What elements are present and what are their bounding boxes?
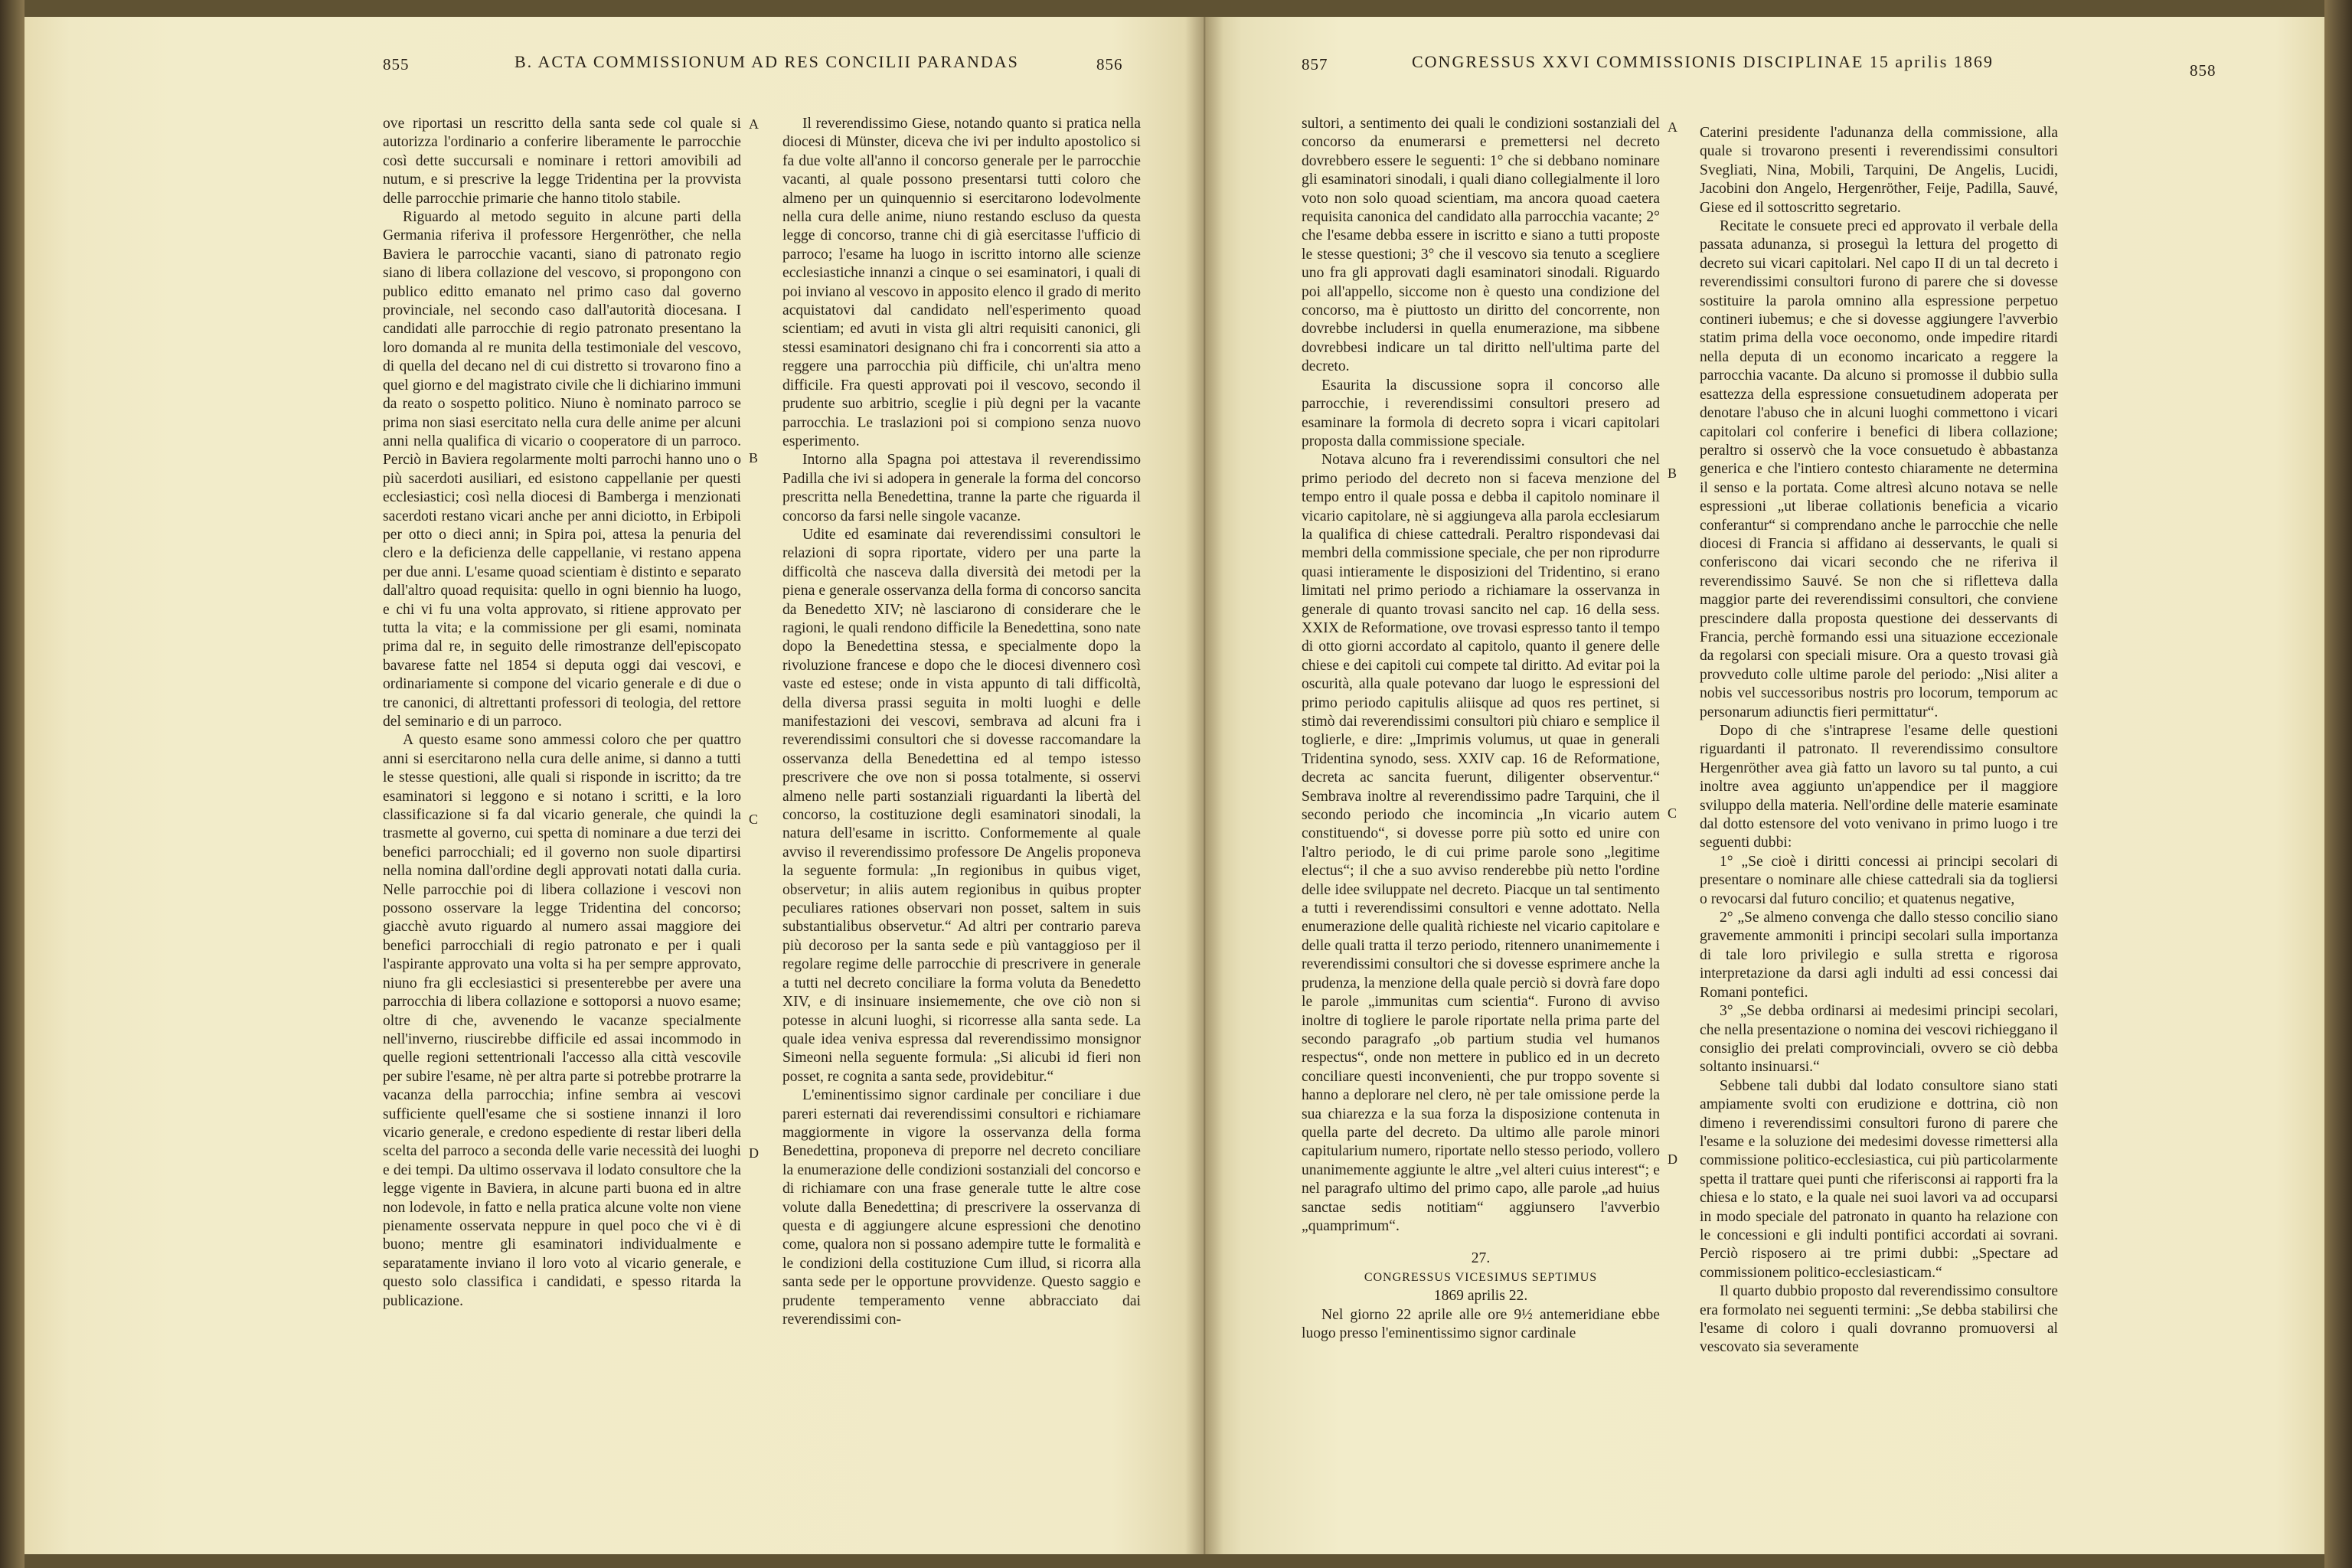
right-page — [1204, 17, 2324, 1554]
left-page — [24, 17, 1204, 1554]
paragraph: ove riportasi un rescritto della santa sede col quale si autorizza l'ordinario a conferire liberamente le parrocchie così dette succursali e nominare i rettori amovibili ad nutum, e si prescrive la legge Tridentina per la provvista delle parrocchie primarie che hanno titolo stabile. — [383, 116, 741, 207]
text-column-right-1 — [1302, 115, 1660, 1343]
running-title: B. ACTA COMMISSIONUM AD RES CONCILII PARANDAS — [514, 52, 1019, 71]
paragraph: 2° „Se almeno convenga che dallo stesso concilio siano gravemente ammoniti i principi secolari sulla importanza di tale loro privilegio e sulla stretta e rigorosa interpretazione da darsi agli indulti ad essi concessi dai Romani pontefici. — [1700, 910, 2058, 1001]
left-page-header — [24, 52, 1204, 86]
right-page-header — [1204, 52, 2324, 86]
page-number: 855 — [383, 55, 410, 74]
paragraph: Notava alcuno fra i reverendissimi consultori che nel primo periodo del decreto non si faceva menzione del tempo entro il quale possa e debba il capitolo nominare il vicario capitolare, nè si aggiungeva alla parola ecclesiarum la qualifica di chiese cattedrali. Peraltro rispondevasi dai membri della commissione speciale, che per non riprodurre quasi intieramente le disposizioni del Tridentino, si erano limitati nel primo periodo a richiamare la osservanza in generale di quanto trovasi sancito nel cap. 16 della sess. XXIX de Reformatione, ove trovasi espresso tanto il tempo di otto giorni accordato al capitolo, quanto il genere delle chiese e dei capitoli cui compete tal diritto. Ad evitar poi la oscurità, alla quale potevano dar luogo le espressioni del primo periodo capitulis aliisque ad quos res pertinet, si stimò dai reverendissimi consultori più chiaro e semplice il toglierle, e dire: „Imprimis volumus, ut quae in generali Tridentina synodo, sess. XXIV cap. 16 de Reformatione, decreta ac sancita fuerunt, diligenter observentur.“ Sembrava inoltre al reverendissimo padre Tarquini, che il secondo periodo che incomincia „In vicario autem constituendo“, si dovesse porre più sotto ed unire con l'altro periodo, le di cui prime parole sono „legitime electus“; il che a suo avviso renderebbe più netto l'ordine delle idee sviluppate nel decreto. Piacque un tal sentimento a tutti i reverendissimi consultori e venne adottato. Nella enumerazione delle qualità richieste nel vicario capitolare e delle quali tratta il terzo periodo, ritennero unanimemente i reverendissimi consultori che si dovesse esprimere anche la prudenza, la menzione della quale perciò si dovrà fare dopo le parole „immunitas cum scientia“. Furono di avviso inoltre di togliere le parole riportate nella prima parte del secondo paragrafo „ob partium studia vel humanos respectus“, onde non mettere in publico ed in un decreto conciliare questi inconvenienti, che pur troppo sovente si hanno a deplorare nel clero, nè per tale omissione perde la sua chiarezza e la sua forza la disposizione contenuta in quella parte del decreto. Da ultimo alle parole minori capitularium numero, riportate nello stesso periodo, vollero unanimemente aggiunte le altre „vel alteri cuius interest“; e nel paragrafo ultimo del primo capo, alle parole „ad huius sanctae sedis notitiam“ aggiunsero l'avverbio „quamprimum“. — [1302, 452, 1660, 1234]
paragraph: Caterini presidente l'adunanza della commissione, alla quale si trovarono presenti i reverendissimi consultori Svegliati, Nina, Mobili, Tarquini, De Angelis, Lucidi, Jacobini don Angelo, Hergenröther, Feije, Padilla, Sauvé, Giese ed il sottoscritto segretario. — [1700, 125, 2058, 216]
paragraph: A questo esame sono ammessi coloro che per quattro anni si esercitarono nella cura delle anime, si danno a tutti le stesse questioni, alle quali si risponde in iscritto; da tre esaminatori si leggono e si notano i scritti, e la loro classificazione si fa dal vicario generale, che quindi la trasmette al governo, cui spetta di nominare a due terzi dei benefici parrocchiali; ed il governo non suole dipartirsi nella nomina dall'ordine degli approvati notati dalla curia. Nelle parrocchie poi di libera collazione i vescovi non possono osservare la legge Tridentina del concorso; giacchè avuto riguardo al numero assai maggiore dei benefici parrocchiali di regio patronato e per i quali l'aspirante approvato una volta si ha per sempre approvato, niuno fra gli ecclesiastici si presenterebbe per avere una parrocchia di libera collazione e sottoporsi a nuovo esame; oltre di che, avvenendo le vacanze specialmente nell'inverno, riuscirebbe difficile ed assai incommodo in quelle regioni settentrionali l'accesso alla città vescovile per subire l'esame, nè per altra parte si potrebbe protrarre la vacanza della parrocchia; infine sembra ai vescovi sufficiente quell'esame che si sostiene innanzi il loro vicario generale, e credono espediente di restar liberi della scelta del parroco a seconda delle varie necessità dei luoghi e dei tempi. Da ultimo osservava il lodato consultore che la legge vigente in Baviera, in alcune parti buona ed in altre non lodevole, in fatto e nella pratica alcune volte non viene pienamente osservata neppure in quel poco che vi è di buono; mentre gli esaminatori individualmente e separatamente inviano il loro voto al vicario generale, e questo solo classifica i candidati, e spesso ritarda la publicazione. — [383, 732, 741, 1309]
paragraph: Esaurita la discussione sopra il concorso alle parrocchie, i reverendissimi consultori presero ad esaminare la formola di decreto sopra i vicari capitolari proposta dalla commissione speciale. — [1302, 377, 1660, 449]
text-column-left-1 — [383, 115, 741, 1311]
section-number: 27. — [1471, 1250, 1491, 1267]
paragraph: 1° „Se cioè i diritti concessi ai principi secolari di presentare o nominare alle chiese cattedrali sia da togliersi o revocarsi dal futuro concilio; et quatenus negative, — [1700, 853, 2058, 907]
margin-letter: D — [749, 1145, 759, 1161]
page-number: 858 — [2190, 61, 2216, 80]
text-column-right-2 — [1700, 124, 2058, 1357]
paragraph: Il quarto dubbio proposto dal reverendissimo consultore era formolato nei seguenti termini: „Se debba stabilirsi che l'esame di coloro i quali dovranno promuoversi al vescovato sia severamente — [1700, 1283, 2058, 1356]
paragraph: L'eminentissimo signor cardinale per conciliare i due pareri esternati dai reverendissimi consultori e richiamare maggiormente in vigore la osservanza della forma Benedettina, proponeva di preporre nel decreto conciliare la enumerazione delle condizioni sostanziali del concorso e di richiamare con una frase generale tutte le altre cose volute dalla Benedettina; di prescrivere la osservanza di questa e di aggiungere alcune espressioni che denotino come, qualora non si possano adempire tutte le formalità e le condizioni della costituzione Cum illud, si ricorra alla santa sede per le opportune provvidenze. Questo saggio e prudente temperamento venne abbracciato dai reverendissimi con- — [782, 1087, 1141, 1328]
paragraph: Riguardo al metodo seguito in alcune parti della Germania riferiva il professore Hergenröther, che nella Baviera le parrocchie vacanti, siano di patronato regio siano di libera collazione del vescovo, si propongono con publico editto emanato nel primo caso dal governo provinciale, nel secondo caso dall'autorità diocesana. I candidati alle parrocchie di regio patronato presentano la loro domanda al re munita della testimoniale del vescovo, di quella del decano nel di cui distretto si trovarono fino a quel giorno e del magistrato civile che li dichiarino immuni da reato o sospetto politico. Niuno è nominato parroco se prima non siasi esercitato nella cura delle anime per alcuni anni nella qualifica di vicario o cooperatore di un parroco. Perciò in Baviera regolarmente molti parrochi hanno uno o più sacerdoti ausiliari, ed esistono cappellanie per questi ecclesiastici; così nella diocesi di Bamberga i menzionati sacerdoti restano vicari anche per anni diciotto, in Erbipoli per otto o dieci anni; in Spira poi, attesa la penuria del clero e la deficienza delle cappellanie, vi restano appena per due anni. L'esame quoad scientiam è distinto e separato dall'altro quoad requisita: quello in ogni biennio ha luogo, e chi vi fu una volta approvato, si ritiene approvato per tutta la vita; e la commissione per gli esami, nominata prima dal re, in seguito delle rimostranze dell'episcopato bavarese fatte nel 1854 si deputa oggi dai vescovi, e ordinariamente si compone del vicario generale e di due o tre canonici, di altrettanti professori di teologia, del rettore del seminario e di un parroco. — [383, 209, 741, 730]
paragraph: Il reverendissimo Giese, notando quanto si pratica nella diocesi di Münster, diceva che ivi per indulto apostolico si fa due volte all'anno il concorso generale per le parrocchie vacanti, al quale possono presentarsi tutti coloro che almeno per un quinquennio si esercitarono lodevolmente nella cura delle anime, niuno restando escluso da questa legge di concorso, tranne chi di già esercitasse l'ufficio di parroco; l'esame ha luogo in iscritto intorno alle scienze ecclesiastiche innanzi a cinque o sei esaminatori, i quali di poi inviano al vescovo in apposito elenco il grado di merito acquistatovi dal candidato nell'esperimento quoad scientiam; ed avuti in vista gli altri requisiti canonici, gli stessi esaminatori designano chi fra i concorrenti sia atto a reggere una parrocchia più difficile, chi un'altra meno difficile. Fra questi approvati poi il vescovo, secondo il prudente suo arbitrio, sceglie i più degni per la vacante parrocchia. Le traslazioni poi si compiono senza nuovo esperimento. — [782, 116, 1141, 449]
margin-letter: C — [749, 812, 759, 827]
text-column-left-2 — [782, 115, 1141, 1329]
paragraph: Nel giorno 22 aprile alle ore 9½ antemeridiane ebbe luogo presso l'eminentissimo signor cardinale — [1302, 1306, 1660, 1341]
paragraph: Dopo di che s'intraprese l'esame delle questioni riguardanti il patronato. Il reverendissimo consultore Hergenröther avea già fatto un lavoro su tal punto, a cui inoltre avea aggiunto un'appendice per il maggiore sviluppo della materia. Nell'ordine delle materie esaminate dal dotto estensore del voto venivano in primo luogo i tre seguenti dubbi: — [1700, 723, 2058, 851]
margin-letter: B — [1668, 466, 1677, 481]
section-title: CONGRESSUS VICESIMUS SEPTIMUS — [1364, 1270, 1598, 1284]
margin-letter: B — [749, 450, 759, 466]
section-date: 1869 aprilis 22. — [1433, 1288, 1528, 1305]
book-edge-right — [2324, 0, 2352, 1568]
paragraph: Intorno alla Spagna poi attestava il reverendissimo Padilla che ivi si adopera in generale la forma del concorso prescritta nella Benedettina, tranne la parte che riguarda il concorso da farsi nelle singole vacanze. — [782, 452, 1141, 524]
margin-letter: A — [1668, 119, 1677, 135]
margin-letter: A — [749, 116, 759, 132]
paragraph: Recitate le consuete preci ed approvato il verbale della passata adunanza, si proseguì la lettura del progetto di decreto sui vicari capitolari. Nel capo II di un tal decreto i reverendissimi consultori furono di parere che si dovesse sostituire la parola omnino alla espressione perpetuo contineri iubemus; e che si dovesse aggiungere l'avverbio statim prima della voce oeconomo, onde impedire ritardi nella deputa di un economo incaricato a reggere la parrocchia vacante. Da alcuno si promosse il dubbio sulla esattezza della espressione consuetudinem adoperata per denotare l'abuso che in alcuni luoghi commettono i vicari capitolari col conferire i benefici di libera collazione; peraltro si osservò che la voce consuetudo è abbastanza generica e che l'intiero contesto chiaramente ne determina il senso e la portata. Come altresì alcuno notava se nelle espressioni „ut liberae collationis beneficia a vicario conferantur“ si comprendano anche le parrocchie che nelle diocesi di Francia si affidano ai desservants, le quali si conferiscono dai vicari secondo che ne riferiva il reverendissimo Sauvé. Se non che si rifletteva dalla maggior parte dei reverendissimi consultori, che conviene prescindere dalla proposta questione dei desservants di Francia, perchè formando essi una situazione eccezionale da regolarsi con speciali misure. Ora a questo trovasi già provveduto colle ultime parole del periodo: „Nisi aliter a nobis vel successoribus nostris pro locorum, temporum ac personarum adiunctis fieri permittatur“. — [1700, 218, 2058, 720]
margin-letter: D — [1668, 1152, 1677, 1167]
paragraph: 3° „Se debba ordinarsi ai medesimi principi secolari, che nella presentazione o nomina dei vescovi richieggano il consiglio dei prelati comprovinciali, ovvero se ciò debba soltanto insinuarsi.“ — [1700, 1003, 2058, 1076]
book-edge-left — [0, 0, 24, 1568]
margin-letter: C — [1668, 805, 1677, 821]
paragraph: Sebbene tali dubbi dal lodato consultore siano stati ampiamente svolti con erudizione e dottrina, ciò non dimeno i reverendissimi consultori furono di parere che l'esame e la soluzione dei medesimi dovesse rimettersi alla commissione politico-ecclesiastica, cui più particolarmente spetta il trattare quei punti che riferisconsi ai rapporti fra la chiesa e lo stato, e la quale nei suoi lavori va ad occuparsi in modo speciale del patronato in quanto ha relazione con le concessioni e gli indulti pontifici accordati ai sovrani. Perciò risposero ai tre primi dubbi: „Spectare ad commissionem politico-ecclesiasticam.“ — [1700, 1077, 2058, 1281]
running-title: CONGRESSUS XXVI COMMISSIONIS DISCIPLINAE 15 aprilis 1869 — [1412, 52, 1994, 71]
page-number: 856 — [1096, 55, 1123, 74]
page-number: 857 — [1302, 55, 1328, 74]
paragraph: Udite ed esaminate dai reverendissimi consultori le relazioni di sopra riportate, videro per una parte la difficoltà che nasceva dalla diversità dei metodi per la piena e generale osservanza della forma di concorso sancita da Benedetto XIV; nè lasciarono di considerare che le ragioni, le quali rendono difficile la Benedettina, sono nate dopo la Benedettina stessa, e specialmente dopo la rivoluzione francese e dopo che le diocesi divennero così vaste ed estese; onde in vista appunto di tali difficoltà, della diversa prassi seguita in molti luoghi e delle manifestazioni dei vescovi, sembrava ad alcuni fra i reverendissimi consultori che si dovesse raccomandare la osservanza della Benedettina ed al tempo istesso prescrivere che ove non si possa totalmente, si osservi almeno nelle parti sostanziali riguardanti la libertà del concorso, la costituzione degli esaminatori sinodali, la natura dell'esame in iscritto. Conformemente al quale avviso il reverendissimo professore De Angelis proponeva la seguente formula: „In regionibus in quibus viget, observetur; in aliis autem regionibus in quibus propter peculiares rationes observari non posset, saltem in suis substantialibus observetur.“ Ad altri per contrario pareva più decoroso per la santa sede e più vantaggioso per il regolare regime delle parrocchie di prescrivere in generale a tutti nel decreto conciliare la forma voluta da Benedetto XIV, e di insinuare insiememente, che ove ciò non si potesse in alcuni luoghi, si ricorresse alla santa sede. La quale idea veniva espressa dal reverendissimo monsignor Simeoni nella seguente formula: „Si alicubi id fieri non posset, re cognita a santa sede, providebitur.“ — [782, 526, 1141, 1085]
paragraph: sultori, a sentimento dei quali le condizioni sostanziali del concorso da enumerarsi e premettersi nel decreto dovrebbero essere le seguenti: 1° che si debbano nominare gli esaminatori sinodali, i quali diano collegialmente il loro voto non solo quoad scientiam, ma ancora quoad caetera requisita canonica del candidato alla parrocchia vacante; 2° che l'esame debba essere in iscritto e siano a tutti proposte le stesse questioni; 3° che il vescovo sia tenuto a scegliere uno fra gli approvati dagli esaminatori sinodali. Riguardo poi all'appello, siccome non è questo una condizione del concorso, ma è piuttosto un diritto del concorrente, non dovrebbe includersi in quella enumerazione, ma sibbene dovrebbesi indicare un tal diritto nell'ultima parte del decreto. — [1302, 116, 1660, 375]
